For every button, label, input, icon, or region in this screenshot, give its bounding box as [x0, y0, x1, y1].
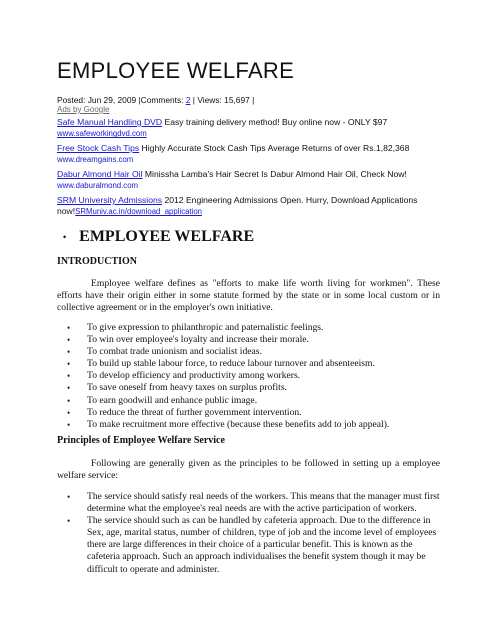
ad-text: Minissha Lamba's Hair Secret Is Dabur Almond Hair Oil, Check Now!	[142, 169, 407, 179]
list-item: • To earn goodwill and enhance public image.	[67, 394, 258, 406]
principles-heading: Principles of Employee Welfare Service	[57, 435, 225, 446]
views-info: | Views: 15,697 |	[190, 95, 255, 105]
main-heading	[63, 228, 254, 246]
list-item: • To save oneself from heavy taxes on surplus profits.	[67, 382, 287, 394]
ad-title-link[interactable]: SRM University Admissions	[57, 195, 163, 205]
ad-url-link[interactable]: SRMuniv.ac.in/download_application	[75, 207, 203, 217]
ad-url-link[interactable]: www.daburalmond.com	[57, 181, 139, 191]
list-item: • To reduce the threat of further government intervention.	[67, 406, 302, 418]
principles-intro-text: Following are generally given as the principles to be followed in setting up a employee welfare service:	[57, 458, 440, 482]
ad-url-link[interactable]: www.dreamgains.com	[57, 155, 134, 165]
ad-item	[57, 195, 447, 217]
intro-heading: INTRODUCTION	[57, 256, 138, 267]
list-item: • To combat trade unionism and socialist ideas.	[67, 346, 262, 358]
ad-text: Easy training delivery method! Buy online now - ONLY $97	[162, 117, 388, 127]
intro-paragraph	[57, 278, 440, 315]
page-title: EMPLOYEE WELFARE	[57, 58, 295, 83]
ad-title-link[interactable]: Safe Manual Handling DVD	[57, 117, 163, 127]
principles-list	[57, 491, 442, 576]
bullet-dot: •	[63, 232, 67, 242]
list-item: • To give expression to philanthropic and paternalistic feelings.	[67, 322, 324, 333]
list-item: • To win over employee's loyalty and increase their morale.	[67, 334, 309, 346]
intro-paragraph-text: Employee welfare defines as "efforts to make life worth living for workmen". These efforts have their origin either in some statute formed by the state or in some local custom or in collective agreement or in the employer's own initiative.	[57, 278, 440, 314]
ad-item	[57, 117, 447, 139]
posted-info: Posted: Jun 29, 2009 |Comments:	[57, 95, 186, 105]
list-item: • To develop efficiency and productivity among workers.	[67, 370, 301, 382]
ad-text: Highly Accurate Stock Cash Tips Average Returns of over Rs.1,82,368	[139, 143, 410, 153]
list-item: • To build up stable labour force, to reduce labour turnover and absenteeism.	[67, 358, 375, 370]
ad-item	[57, 169, 447, 191]
comments-link[interactable]: 2	[185, 95, 191, 105]
ad-text: 2012 Engineering Admissions Open. Hurry, Download Applications now!	[57, 195, 418, 217]
principles-intro	[57, 458, 440, 482]
ads-by-google-link[interactable]: Ads by Google	[57, 105, 110, 114]
list-item: • The service should satisfy real needs of the workers. This means that the manager must first determine what the employee's real needs are with the active participation of workers.	[67, 491, 440, 515]
list-item: • The service should such as can be handled by cafeteria approach. Due to the difference in Sex, age, marital status, number of children, type of job and the income level of employees there are large differences in their choice of a particular benefit. This is known as the cafeteria approach. Such an approach individualises the benefit system though it may be difficult to operate and administer.	[67, 515, 437, 575]
ad-title-link[interactable]: Free Stock Cash Tips	[57, 143, 140, 153]
main-heading-text: EMPLOYEE WELFARE	[79, 228, 255, 245]
ad-title-link[interactable]: Dabur Almond Hair Oil	[57, 169, 143, 179]
objectives-list	[57, 322, 442, 431]
list-item: • To make recruitment more effective (because these benefits add to job appeal).	[67, 418, 390, 430]
post-meta	[57, 95, 254, 105]
ad-url-link[interactable]: www.safeworkingdvd.com	[57, 129, 147, 139]
ad-item	[57, 143, 447, 165]
